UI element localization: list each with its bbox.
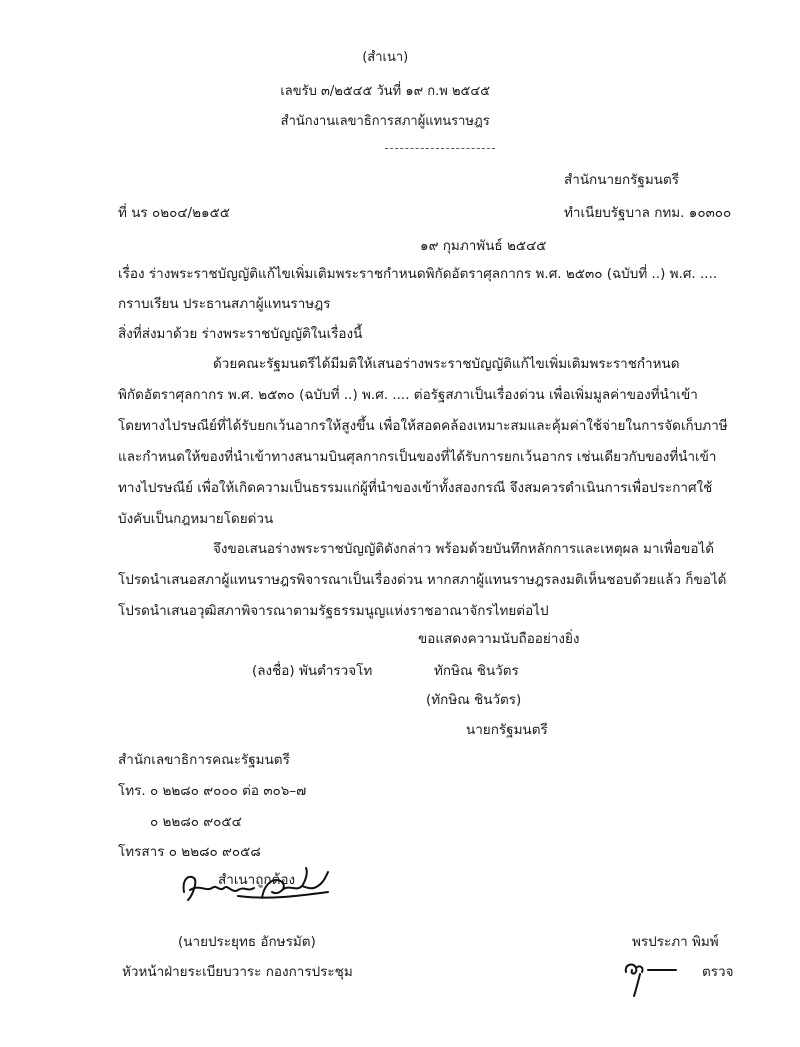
salutation: กราบเรียน ประธานสภาผู้แทนราษฎร bbox=[118, 296, 331, 312]
fax-number: โทรสาร ๐ ๒๒๘๐ ๙๐๕๘ bbox=[118, 844, 261, 860]
closing-phrase: ขอแสดงความนับถืออย่างยิ่ง bbox=[418, 631, 580, 647]
paragraph-line: จึงขอเสนอร่างพระราชบัญญัติดังกล่าว พร้อมด้วยบันทึกหลักการและเหตุผล มาเพื่อขอได้ bbox=[213, 541, 715, 557]
certifier-signature bbox=[178, 862, 338, 912]
letter-date: ๑๙ กุมภาพันธ์ ๒๕๔๕ bbox=[420, 238, 547, 254]
paragraph-line: โปรดนำเสนอสภาผู้แทนราษฎรพิจารณาเป็นเรื่องด่วน หากสภาผู้แทนราษฎรลงมติเห็นชอบด้วยแล้ว ก็ขอได้ bbox=[118, 572, 727, 588]
reference-number: ที่ นร ๐๒๐๔/๒๑๕๕ bbox=[118, 205, 231, 221]
telephone-2: ๐ ๒๒๘๐ ๙๐๕๔ bbox=[150, 814, 242, 830]
receipt-number: เลขรับ ๓/๒๕๔๕ วันที่ ๑๙ ก.พ ๒๕๔๕ bbox=[280, 83, 491, 99]
certifier-name: (นายประยุทธ อักษรมัต) bbox=[178, 934, 316, 950]
sender-address: ทำเนียบรัฐบาล กทม. ๑๐๓๐๐ bbox=[564, 205, 732, 221]
signer-position: นายกรัฐมนตรี bbox=[466, 722, 548, 738]
signed-name: ทักษิณ ชินวัตร bbox=[434, 663, 519, 679]
typist-note: พรประภา พิมพ์ bbox=[632, 934, 719, 950]
checker-initials bbox=[614, 950, 684, 1000]
subject-line: เรื่อง ร่างพระราชบัญญัติแก้ไขเพิ่มเติมพระราชกำหนดพิกัดอัตราศุลกากร พ.ศ. ๒๕๓๐ (ฉบับที่ ..) พ.ศ. .... bbox=[118, 266, 718, 282]
telephone-1: โทร. ๐ ๒๒๘๐ ๙๐๐๐ ต่อ ๓๐๖–๗ bbox=[118, 783, 307, 799]
paragraph-line: ด้วยคณะรัฐมนตรีได้มีมติให้เสนอร่างพระราชบัญญัติแก้ไขเพิ่มเติมพระราชกำหนด bbox=[213, 356, 680, 372]
enclosure-line: สิ่งที่ส่งมาด้วย ร่างพระราชบัญญัติในเรื่องนี้ bbox=[118, 326, 363, 342]
receiving-office: สำนักงานเลขาธิการสภาผู้แทนราษฎร bbox=[280, 113, 490, 129]
certifier-position: หัวหน้าฝ่ายระเบียบวาระ กองการประชุม bbox=[122, 964, 353, 980]
signed-label: (ลงชื่อ) พันตำรวจโท bbox=[252, 663, 373, 679]
copy-mark: (สำเนา) bbox=[362, 49, 409, 65]
paragraph-line: พิกัดอัตราศุลกากร พ.ศ. ๒๕๓๐ (ฉบับที่ ..) พ.ศ. .... ต่อรัฐสภาเป็นเรื่องด่วน เพื่อเพิ่มมูลค่าของที่นำเข้า bbox=[118, 387, 698, 403]
paragraph-line: และกำหนดให้ของที่นำเข้าทางสนามบินศุลกากรเป็นของที่ได้รับการยกเว้นอากร เช่นเดียวกับของที่นำเข้า bbox=[118, 449, 717, 465]
printed-name: (ทักษิณ ชินวัตร) bbox=[426, 692, 522, 708]
paragraph-line: โปรดนำเสนอวุฒิสภาพิจารณาตามรัฐธรรมนูญแห่งราชอาณาจักรไทยต่อไป bbox=[118, 603, 549, 619]
contact-office: สำนักเลขาธิการคณะรัฐมนตรี bbox=[118, 752, 290, 768]
paragraph-line: ทางไปรษณีย์ เพื่อให้เกิดความเป็นธรรมแก่ผู้ที่นำของเข้าทั้งสองกรณี จึงสมควรดำเนินการเพื่อประกาศใช้ bbox=[118, 480, 713, 496]
true-copy-label: สำเนาถูกต้อง bbox=[218, 872, 296, 888]
sender-office: สำนักนายกรัฐมนตรี bbox=[564, 172, 679, 188]
paragraph-line: บังคับเป็นกฎหมายโดยด่วน bbox=[118, 511, 274, 527]
header-divider bbox=[385, 148, 495, 149]
paragraph-line: โดยทางไปรษณีย์ที่ได้รับยกเว้นอากรให้สูงขึ้น เพื่อให้สอดคล้องเหมาะสมและคุ้มค่าใช้จ่ายในการจัดเก็บภาษี bbox=[118, 418, 728, 434]
checked-label: ตรวจ bbox=[702, 964, 734, 980]
